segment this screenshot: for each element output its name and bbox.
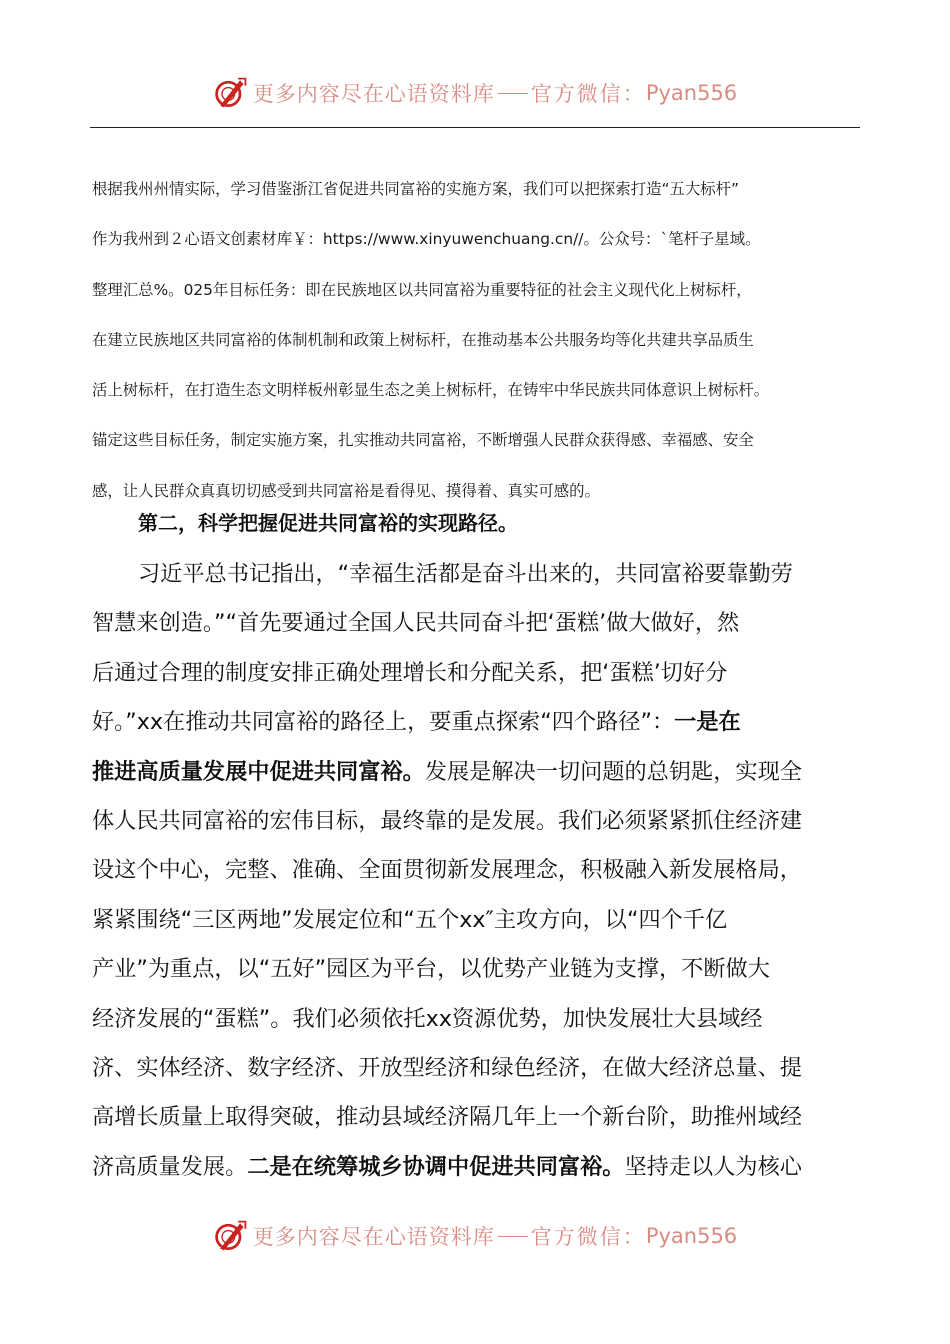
text-line: 活上树标杆，在打造生态文明样板州彰显生态之美上树标杆，在铸牢中华民族共同体意识上树标杆。 bbox=[92, 381, 770, 400]
section-heading: 第二，科学把握促进共同富裕的实现路径。 bbox=[138, 511, 518, 535]
banner-dash bbox=[498, 93, 528, 94]
body-line: 后通过合理的制度安排正确处理增长和分配关系，把‘蛋糕’切好分 bbox=[92, 659, 728, 686]
body-text: 济高质量发展。 bbox=[92, 1153, 248, 1180]
body-text: 坚持走以人为核心 bbox=[624, 1153, 802, 1180]
header-divider bbox=[90, 127, 860, 128]
pen-logo-icon bbox=[213, 1218, 249, 1254]
wechat-label: 官方微信： bbox=[530, 82, 646, 106]
text-line: 感，让人民群众真真切切感受到共同富裕是看得见、摸得着、真实可感的。 bbox=[92, 481, 600, 500]
body-line: 紧紧围绕“三区两地”发展定位和“五个xx″主攻方向，以“四个千亿 bbox=[92, 906, 728, 933]
body-line bbox=[92, 748, 862, 797]
body-text: 好。”xx在推动共同富裕的路径上，要重点探索“四个路径”： bbox=[92, 709, 675, 736]
body-text: 发展是解决一切问题的总钥匙，实现全 bbox=[424, 758, 802, 785]
wechat-id: Pyan556 bbox=[645, 1224, 738, 1248]
text-line: 锚定这些目标任务，制定实施方案，扎实推动共同富裕，不断增强人民群众获得感、幸福感、安全 bbox=[92, 431, 754, 450]
text-line: 作为我州到２心语文创素材库￥：https://www.xinyuwenchuang.cn//。公众号：`笔杆子星域。 bbox=[92, 230, 761, 249]
body-line: 习近平总书记指出，“幸福生活都是奋斗出来的，共同富裕要靠勤劳 bbox=[138, 561, 793, 587]
bold-phrase: 推进高质量发展中促进共同富裕。 bbox=[92, 758, 425, 785]
wechat-id: Pyan556 bbox=[645, 81, 738, 105]
pen-logo-icon bbox=[213, 75, 249, 111]
banner-dash bbox=[498, 1236, 528, 1237]
site-name: 更多内容尽在心语资料库 bbox=[252, 82, 495, 106]
text-line: 根据我州州情实际，学习借鉴浙江省促进共同富裕的实施方案，我们可以把探索打造“五大标杆” bbox=[92, 180, 739, 198]
body-line: 体人民共同富裕的宏伟目标，最终靠的是发展。我们必须紧紧抓住经济建 bbox=[92, 807, 802, 834]
body-paragraph bbox=[92, 550, 862, 1192]
bold-phrase: 二是在统筹城乡协调中促进共同富裕。 bbox=[247, 1153, 625, 1180]
body-line: 济、实体经济、数字经济、开放型经济和绿色经济，在做大经济总量、提 bbox=[92, 1054, 802, 1081]
bold-phrase: 一是在 bbox=[674, 709, 741, 736]
body-line: 经济发展的“蛋糕”。我们必须依托xx资源优势，加快发展壮大县域经 bbox=[92, 1005, 763, 1032]
body-line: 设这个中心，完整、准确、全面贯彻新发展理念，积极融入新发展格局， bbox=[92, 857, 802, 884]
body-line bbox=[92, 698, 862, 747]
site-name: 更多内容尽在心语资料库 bbox=[252, 1225, 495, 1249]
body-line: 高增长质量上取得突破，推动县域经济隔几年上一个新台阶，助推州域经 bbox=[92, 1104, 802, 1131]
wechat-label: 官方微信： bbox=[530, 1225, 646, 1249]
body-line: 智慧来创造。”“首先要通过全国人民共同奋斗把‘蛋糕’做大做好，然 bbox=[92, 610, 740, 637]
intro-paragraph bbox=[92, 164, 862, 516]
text-line: 整理汇总%。025年目标任务：即在民族地区以共同富裕为重要特征的社会主义现代化上树标杆， bbox=[92, 280, 752, 299]
body-line: 产业”为重点，以“五好”园区为平台，以优势产业链为支撑，不断做大 bbox=[92, 956, 770, 983]
header-banner bbox=[0, 68, 950, 118]
footer-banner bbox=[0, 1211, 950, 1261]
body-line bbox=[92, 1143, 862, 1192]
text-line: 在建立民族地区共同富裕的体制机制和政策上树标杆，在推动基本公共服务均等化共建共享品质生 bbox=[92, 330, 754, 349]
